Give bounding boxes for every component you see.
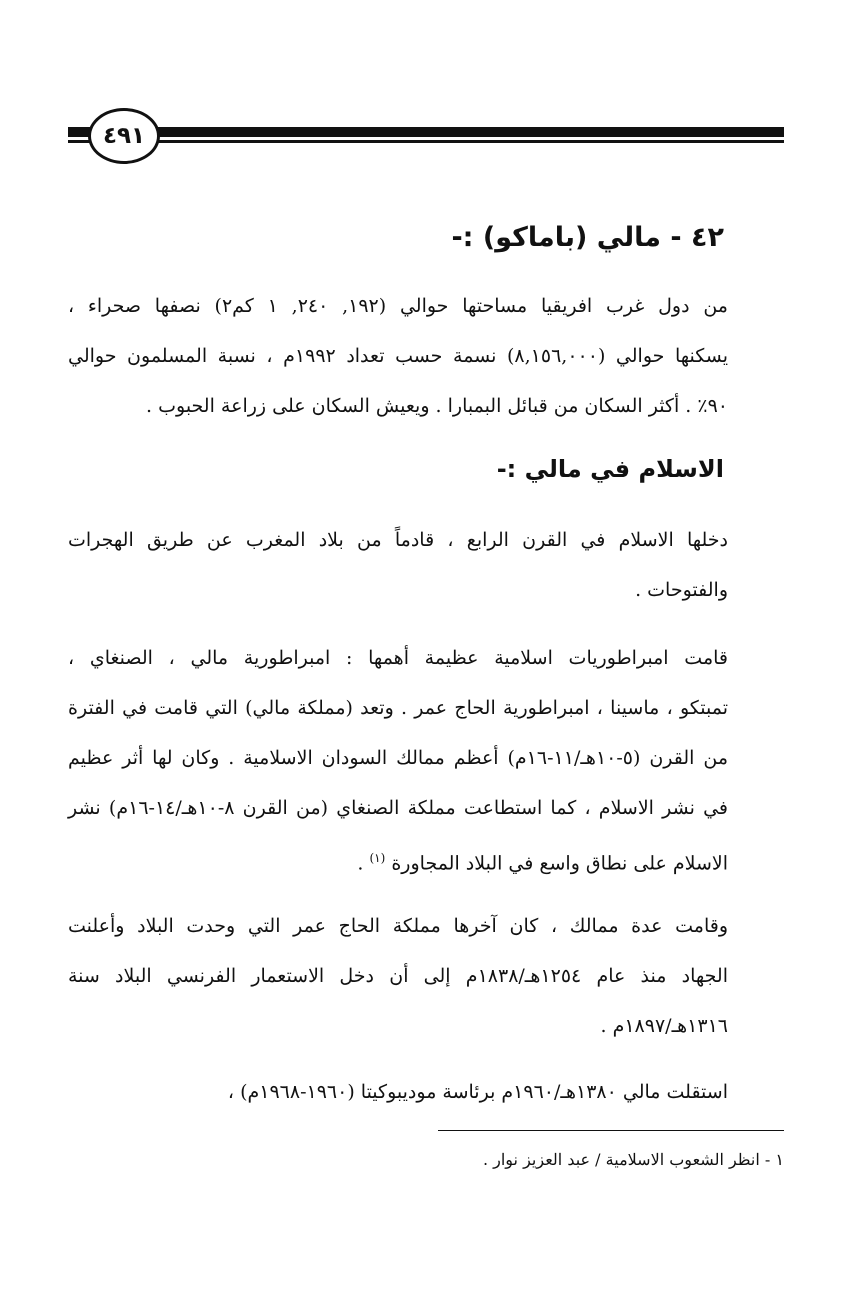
- section-line-3: ٩٠٪ . أكثر السكان من قبائل البمبارا . ويعيش السكان على زراعة الحبوب .: [146, 395, 728, 417]
- header-rule: [68, 124, 784, 148]
- footnote-text: ١ - انظر الشعوب الاسلامية / عبد العزيز نوار .: [482, 1150, 784, 1169]
- para2-line-1: قامت امبراطوريات اسلامية عظيمة أهمها : امبراطورية مالي ، الصنغاي ،: [68, 647, 728, 669]
- footnote-reference[interactable]: (١): [369, 851, 386, 865]
- para3-line-3: ١٣١٦هـ/١٨٩٧م .: [600, 1015, 728, 1037]
- para1-line-2: والفتوحات .: [635, 579, 728, 601]
- para3-line-2: الجهاد منذ عام ١٢٥٤هـ/١٨٣٨م إلى أن دخل الاستعمار الفرنسي البلاد سنة: [68, 965, 728, 987]
- section-line-2: يسكنها حوالي (٨,١٥٦,٠٠٠) نسمة حسب تعداد ١٩٩٢م ، نسبة المسلمون حوالي: [68, 345, 728, 367]
- header-rule-thin: [148, 140, 784, 143]
- para3-line-1: وقامت عدة ممالك ، كان آخرها مملكة الحاج عمر التي وحدت البلاد وأعلنت: [68, 915, 728, 937]
- para4-line-1: استقلت مالي ١٣٨٠هـ/١٩٦٠م برئاسة موديبوكيتا (١٩٦٠-١٩٦٨م) ،: [227, 1081, 728, 1103]
- subsection-heading: الاسلام في مالي :-: [496, 455, 724, 483]
- header-rule-left-thin: [68, 140, 90, 143]
- para2-line-2: تمبتكو ، ماسينا ، امبراطورية الحاج عمر . وتعد (مملكة مالي) التي قامت في الفترة: [68, 697, 728, 719]
- page-number: ٤٩١: [88, 108, 160, 164]
- para2-line-5: [357, 843, 728, 878]
- footnote-divider: [438, 1130, 784, 1131]
- para2-line-5-end: .: [357, 852, 364, 875]
- para2-line-3: من القرن (٥-١٠هـ/١١-١٦م) أعظم ممالك السودان الاسلامية . وكان لها أثر عظيم: [68, 747, 728, 769]
- para2-line-5-text: الاسلام على نطاق واسع في البلاد المجاورة: [391, 852, 728, 875]
- section-heading: ٤٢ - مالي (باماكو) :-: [451, 222, 724, 253]
- header-rule-thick: [148, 127, 784, 137]
- section-line-1: من دول غرب افريقيا مساحتها حوالي (١٩٢, ٢٤٠, ١ كم٢) نصفها صحراء ،: [68, 295, 728, 317]
- para2-line-4: في نشر الاسلام ، كما استطاعت مملكة الصنغاي (من القرن ٨-١٠هـ/١٤-١٦م) نشر: [68, 797, 729, 819]
- para1-line-1: دخلها الاسلام في القرن الرابع ، قادماً من بلاد المغرب عن طريق الهجرات: [68, 529, 728, 551]
- header-rule-left-thick: [68, 127, 90, 137]
